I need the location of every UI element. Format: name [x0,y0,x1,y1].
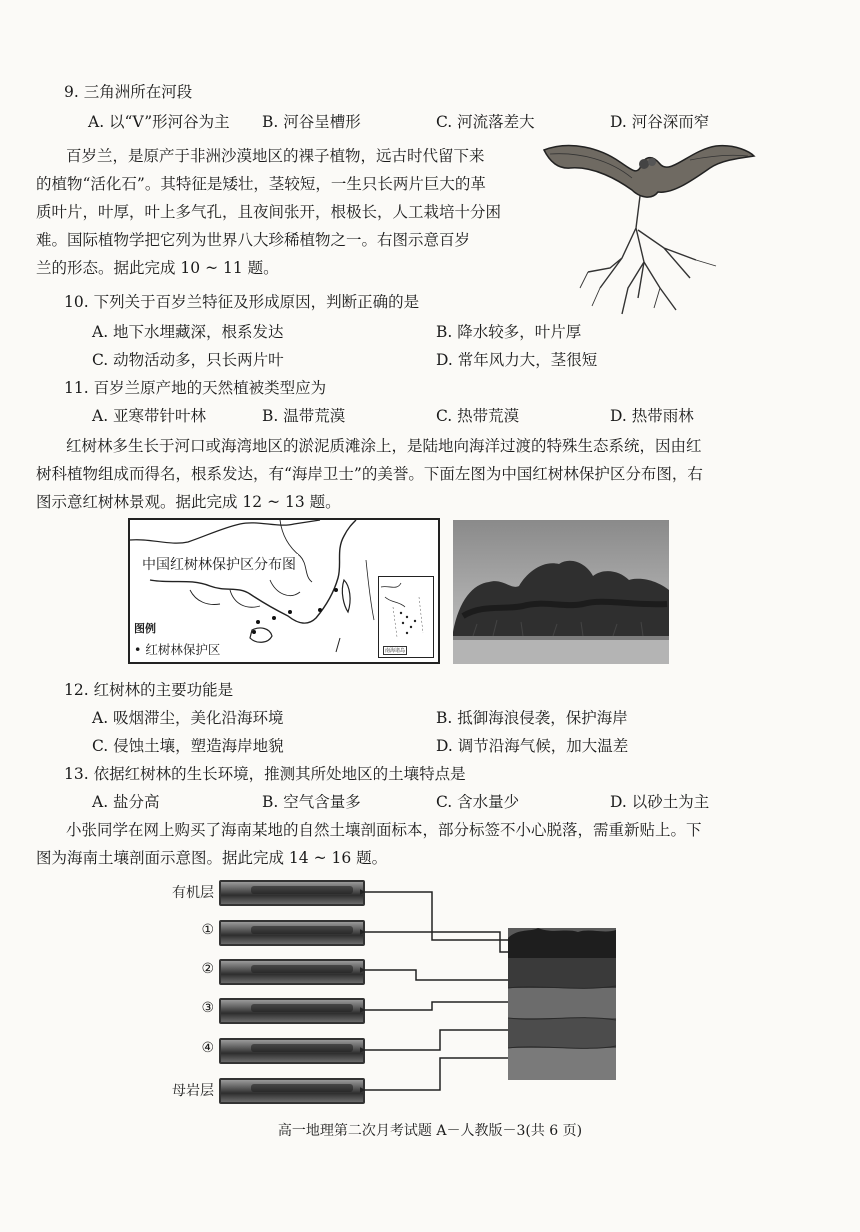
q9-option-d: D. 河谷深而窄 [610,113,710,131]
soil-profile-block [508,928,616,1080]
intro-line: 图为海南土壤剖面示意图。据此完成 14 ~ 16 题。 [36,849,388,867]
q10-option-c: C. 动物活动多，只长两片叶 [92,351,284,369]
q13-option-d: D. 以砂土为主 [610,793,710,811]
welwitschia-plant-illustration [540,138,758,318]
intro-soil [36,816,702,872]
soil-sample-tube [219,998,365,1024]
q12-option-b: B. 抵御海浪侵袭，保护海岸 [436,709,628,727]
q11-option-b: B. 温带荒漠 [262,407,346,425]
q12-option-d: D. 调节沿海气候，加大温差 [436,737,629,755]
q9-option-a: A. 以“V”形河谷为主 [88,113,230,131]
q12-stem: 12. 红树林的主要功能是 [64,681,234,699]
intro-line: 小张同学在网上购买了海南某地的自然土壤剖面标本，部分标签不小心脱落，需重新贴上。下 [66,821,702,839]
q10-stem: 10. 下列关于百岁兰特征及形成原因，判断正确的是 [64,293,420,311]
q11-option-d: D. 热带雨林 [610,407,694,425]
q13-option-c: C. 含水量少 [436,793,520,811]
q13-stem: 13. 依据红树林的生长环境，推测其所处地区的土壤特点是 [64,765,466,783]
soil-sample-tube [219,920,365,946]
intro-line: 难。国际植物学把它列为世界八大珍稀植物之一。右图示意百岁 [36,231,471,249]
page-footer: 高一地理第二次月考试题 A－人教版－3(共 6 页) [277,1123,583,1139]
intro-line: 图示意红树林景观。据此完成 12 ~ 13 题。 [36,493,341,511]
q13-option-a: A. 盐分高 [92,793,160,811]
map-legend-title: 图例 [134,622,156,635]
q11-stem: 11. 百岁兰原产地的天然植被类型应为 [64,379,327,397]
soil-label-3: ③ [201,1000,214,1016]
map-legend-item: • 红树林保护区 [134,642,221,657]
soil-sample-tube [219,959,365,985]
q9-stem: 9. 三角洲所在河段 [64,83,193,101]
soil-sample-tube [219,1038,365,1064]
q13-option-b: B. 空气含量多 [262,793,361,811]
mangrove-landscape-photo [453,520,669,664]
q10-option-b: B. 降水较多，叶片厚 [436,323,582,341]
soil-label-4: ④ [201,1040,214,1056]
q12-option-c: C. 侵蚀土壤，塑造海岸地貌 [92,737,284,755]
inset-islands-drawing [379,577,433,657]
intro-mangrove [36,432,703,516]
intro-line: 质叶片，叶厚，叶上多气孔，且夜间张开，根极长，人工栽培十分困 [36,203,502,221]
intro-line: 兰的形态。据此完成 10 ~ 11 题。 [36,259,279,277]
south-china-sea-inset [378,576,434,658]
soil-sample-tube [219,1078,365,1104]
q12-option-a: A. 吸烟滞尘，美化沿海环境 [92,709,284,727]
intro-line: 的植物“活化石”。其特征是矮壮，茎较短，一生只长两片巨大的革 [36,175,486,193]
soil-label-2: ② [201,961,214,977]
intro-line: 树科植物组成而得名，根系发达，有“海岸卫士”的美誉。下面左图为中国红树林保护区分布图，右 [36,465,703,483]
q11-option-c: C. 热带荒漠 [436,407,520,425]
q9-option-c: C. 河流落差大 [436,113,535,131]
soil-label-organic: 有机层 [172,885,214,901]
soil-connector-lines [360,880,520,1100]
intro-baisuilan [36,142,501,282]
map-title: 中国红树林保护区分布图 [140,554,298,574]
q9-option-b: B. 河谷呈槽形 [262,113,361,131]
soil-label-1: ① [201,922,214,938]
mangrove-reserve-map [128,518,440,664]
intro-line: 百岁兰，是原产于非洲沙漠地区的裸子植物，远古时代留下来 [66,147,485,165]
inset-label: 南海诸岛 [385,648,406,654]
soil-sample-tube [219,880,365,906]
soil-label-parent-rock: 母岩层 [172,1083,214,1099]
q11-option-a: A. 亚寒带针叶林 [92,407,207,425]
intro-line: 红树林多生长于河口或海湾地区的淤泥质滩涂上，是陆地向海洋过渡的特殊生态系统，因由红 [66,437,702,455]
q10-option-d: D. 常年风力大，茎很短 [436,351,598,369]
q10-option-a: A. 地下水埋藏深，根系发达 [92,323,284,341]
